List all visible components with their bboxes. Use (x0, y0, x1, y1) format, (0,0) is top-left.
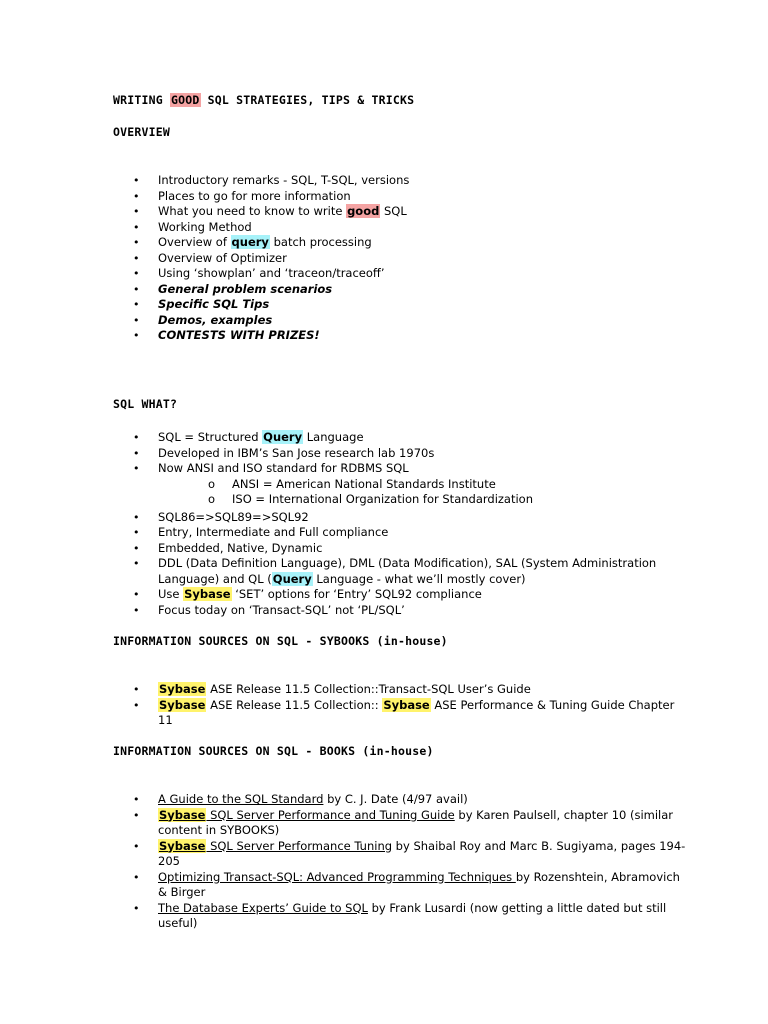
list-item: • Overview of query batch processing (133, 235, 372, 249)
highlight-good: good (347, 204, 380, 218)
sybooks-list (130, 682, 690, 729)
bullet-icon: • (133, 839, 140, 853)
bullet-icon: • (133, 282, 140, 296)
sql-what-list (130, 430, 690, 618)
list-item: • Now ANSI and ISO standard for RDBMS SQL o ANSI = American National Standards Institute o ISO = International Organization for Standardization (130, 461, 690, 508)
highlight-sybase: Sybase (159, 697, 206, 712)
bullet-icon: • (133, 698, 140, 712)
list-item: • Sybase ASE Release 11.5 Collection::Transact-SQL User’s Guide (133, 682, 531, 696)
list-item: • Sybase ASE Release 11.5 Collection:: Sybase ASE Performance & Tuning Guide Chapter 11 (133, 697, 675, 727)
list-item: • Overview of Optimizer (133, 250, 287, 265)
bullet-icon: • (133, 588, 140, 601)
list-item: • Use Sybase ‘SET’ options for ‘Entry’ SQL92 compliance (133, 587, 482, 601)
document-title: WRITING GOOD SQL STRATEGIES, TIPS & TRICKS (113, 93, 415, 107)
highlight-sybase: Sybase (383, 697, 430, 712)
bullet-icon: • (133, 683, 140, 696)
books-list (130, 792, 690, 932)
section-heading-books: INFORMATION SOURCES ON SQL - BOOKS (in-house) (113, 744, 434, 758)
highlight-query: query (231, 235, 269, 249)
bullet-icon: • (133, 431, 140, 444)
list-item: • Specific SQL Tips (133, 297, 270, 311)
bullet-icon: • (133, 870, 140, 884)
list-item: • Sybase SQL Server Performance and Tuning Guide by Karen Paulsell, chapter 10 (similar content in SYBOOKS) (133, 807, 674, 837)
bullet-icon: • (133, 205, 140, 218)
bullet-icon: • (133, 510, 140, 524)
bullet-icon: • (133, 793, 140, 806)
highlight-sybase: Sybase (159, 682, 206, 696)
list-item: • Sybase SQL Server Performance Tuning by Shaibal Roy and Marc B. Sugiyama, pages 194-205 (133, 838, 686, 868)
list-item: • Working Method (133, 219, 252, 234)
list-item: • SQL = Structured Query Language (133, 430, 364, 444)
bullet-icon: • (133, 526, 140, 539)
bullet-icon: • (133, 298, 140, 311)
list-item: • Entry, Intermediate and Full compliance (133, 525, 389, 539)
bullet-icon: • (133, 901, 140, 915)
sub-list (158, 477, 690, 508)
sub-bullet-icon: o (208, 492, 216, 506)
list-item: • What you need to know to write good SQL (133, 204, 407, 218)
sub-list-item: o ISO = International Organization for Standardization (208, 492, 534, 506)
book-link[interactable]: SQL Server Performance and Tuning Guide (206, 807, 455, 822)
highlight-good: GOOD (171, 93, 200, 107)
bullet-icon: • (133, 174, 140, 187)
sub-bullet-icon: o (208, 476, 216, 491)
bullet-icon: • (133, 220, 140, 234)
bullet-icon: • (133, 236, 140, 249)
bullet-icon: • (133, 446, 140, 460)
bullet-icon: • (133, 189, 140, 203)
list-item: • Places to go for more information (133, 188, 351, 203)
list-item: • Using ‘showplan’ and ‘traceon/traceoff’ (133, 266, 385, 280)
book-link[interactable]: SQL Server Performance Tuning (206, 838, 393, 853)
bullet-icon: • (133, 251, 140, 265)
bullet-icon: • (133, 462, 140, 475)
list-item: • Introductory remarks - SQL, T-SQL, versions (133, 173, 410, 187)
bullet-icon: • (133, 329, 140, 342)
book-link[interactable]: Optimizing Transact-SQL: Advanced Programming Techniques (158, 869, 516, 884)
list-item: • Demos, examples (133, 312, 273, 327)
highlight-sybase: Sybase (184, 587, 231, 601)
bullet-icon: • (133, 541, 140, 555)
list-item: • Optimizing Transact-SQL: Advanced Programming Techniques by Rozenshtein, Abramovich & Birger (133, 869, 680, 899)
highlight-query: Query (263, 430, 303, 444)
book-link[interactable]: The Database Experts’ Guide to SQL (158, 900, 368, 915)
list-item: • A Guide to the SQL Standard by C. J. Date (4/97 avail) (133, 792, 468, 806)
list-item: • General problem scenarios (133, 281, 333, 296)
highlight-sybase: Sybase (159, 807, 206, 822)
highlight-sybase: Sybase (159, 838, 206, 853)
list-item: • SQL86=>SQL89=>SQL92 (133, 509, 309, 524)
list-item: • Embedded, Native, Dynamic (133, 540, 323, 555)
sub-list-item: o ANSI = American National Standards Institute (208, 476, 496, 491)
list-item: • CONTESTS WITH PRIZES! (133, 328, 320, 342)
book-link[interactable]: A Guide to the SQL Standard (158, 792, 324, 806)
section-heading-sql-what: SQL WHAT? (113, 397, 178, 411)
list-item: • Developed in IBM’s San Jose research lab 1970s (133, 445, 435, 460)
list-item: • The Database Experts’ Guide to SQL by Frank Lusardi (now getting a little dated but still useful) (133, 900, 667, 930)
bullet-icon: • (133, 603, 140, 617)
section-heading-overview: OVERVIEW (113, 125, 170, 139)
bullet-icon: • (133, 267, 140, 280)
bullet-icon: • (133, 313, 140, 327)
list-item: • DDL (Data Definition Language), DML (Data Modification), SAL (System Administration Language) and QL (Query Language - what we’ll mostly cover) (133, 556, 657, 586)
overview-list (130, 173, 690, 344)
highlight-query: Query (272, 571, 312, 586)
section-heading-sybooks: INFORMATION SOURCES ON SQL - SYBOOKS (in-house) (113, 634, 448, 648)
bullet-icon: • (133, 557, 140, 570)
bullet-icon: • (133, 808, 140, 822)
list-item: • Focus today on ‘Transact-SQL’ not ‘PL/SQL’ (133, 602, 405, 617)
